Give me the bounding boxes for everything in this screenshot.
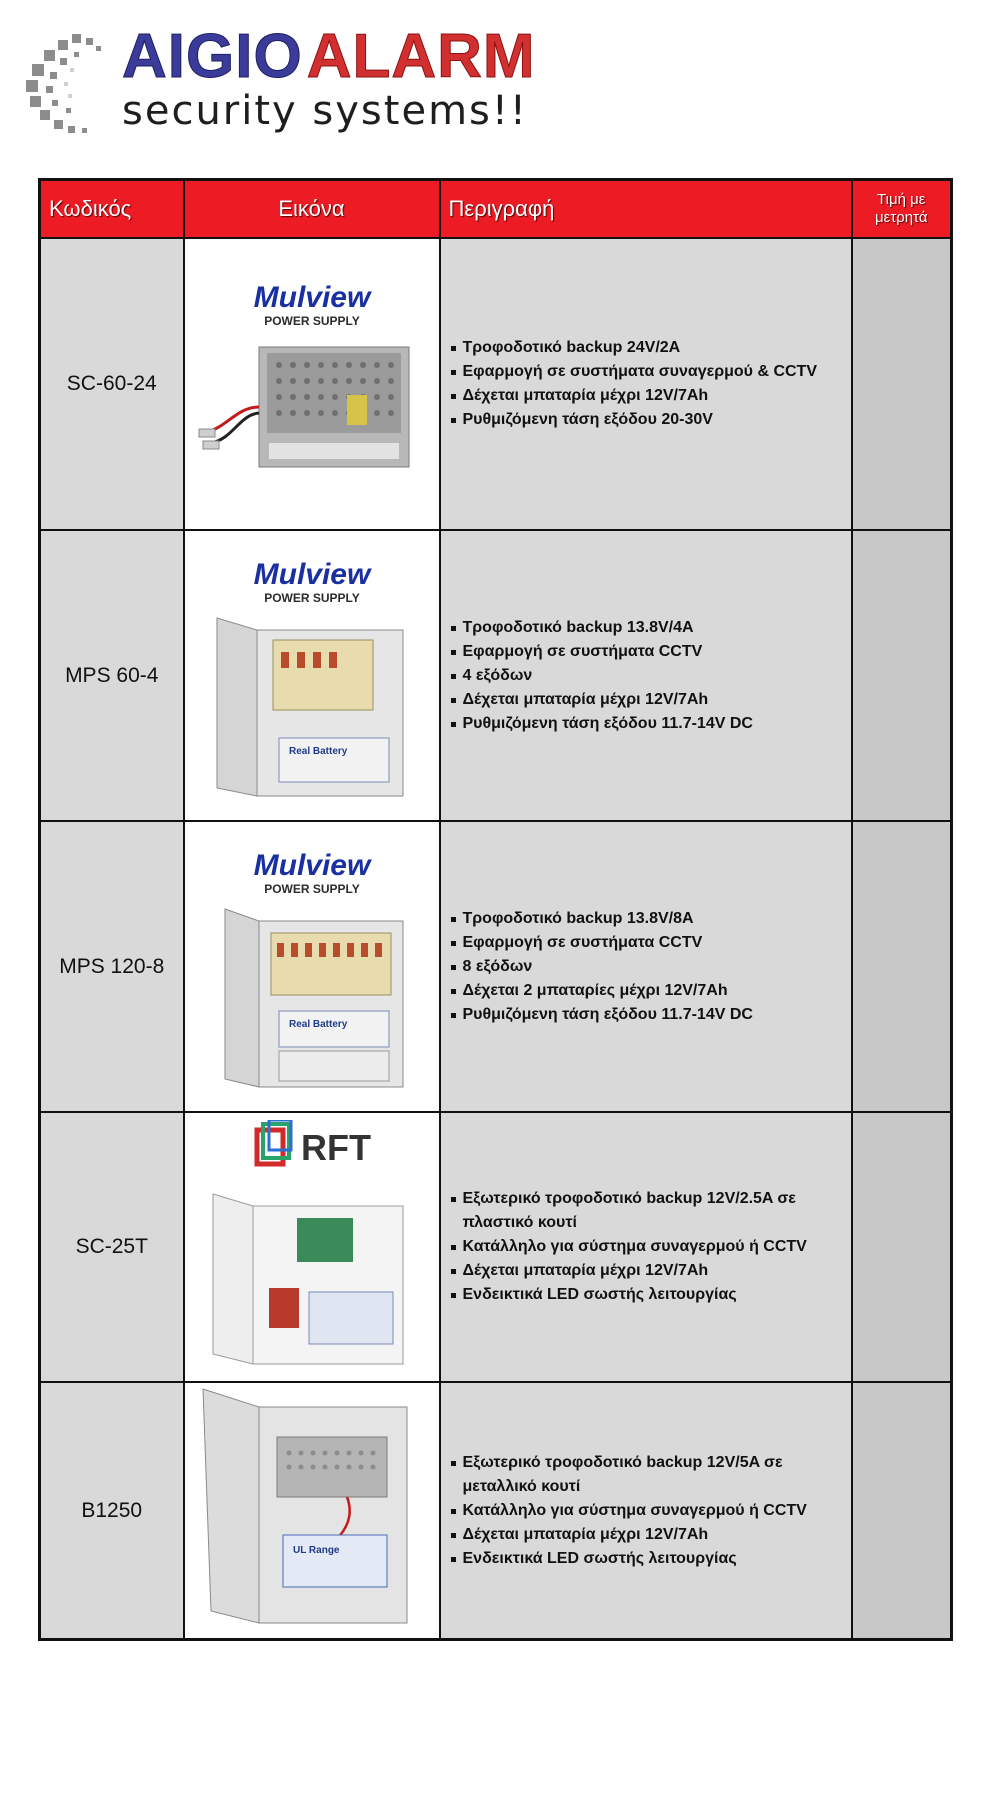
product-description [440,821,852,1112]
product-code: B1250 [40,1382,184,1640]
description-item: Ρυθμιζόμενη τάση εξόδου 11.7-14V DC [451,1003,851,1027]
product-image-cell [184,1112,440,1382]
description-item: 4 εξόδων [451,664,851,688]
product-description [440,238,852,530]
description-item: Εξωτερικό τροφοδοτικό backup 12V/5A σε μεταλλικό κουτί [451,1451,851,1499]
description-item: Δέχεται μπαταρία μέχρι 12V/7Ah [451,1523,851,1547]
product-code: SC-60-24 [40,238,184,530]
metal-enclosure-image [197,1383,427,1633]
plastic-enclosure-image [197,1120,427,1370]
image-brand-sub: POWER SUPPLY [263,882,360,896]
product-image-cell [184,1382,440,1640]
description-item: Δέχεται μπαταρία μέχρι 12V/7Ah [451,384,851,408]
column-header-image: Εικόνα [184,180,440,239]
brand-name-part1: AIGIO [122,22,303,91]
description-item: Εφαρμογή σε συστήματα CCTV [451,640,851,664]
brand-name-part2: ALARM [306,22,536,91]
product-price-table [38,178,953,1641]
description-item: Τροφοδοτικό backup 13.8V/8A [451,907,851,931]
description-item: Ρυθμιζόμενη τάση εξόδου 20-30V [451,408,851,432]
table-header-row [40,180,952,239]
image-brand-text: Mulview [253,849,370,882]
power-supply-image [197,257,427,507]
product-price [852,1112,952,1382]
column-header-price [852,180,952,239]
table-row [40,1112,952,1382]
company-logo [22,18,582,138]
description-item: Δέχεται μπαταρία μέχρι 12V/7Ah [451,688,851,712]
product-description [440,1382,852,1640]
product-price [852,530,952,821]
image-brand-sub: POWER SUPPLY [263,591,360,605]
description-item: 8 εξόδων [451,955,851,979]
product-description [440,530,852,821]
description-item: Δέχεται 2 μπαταρίες μέχρι 12V/7Ah [451,979,851,1003]
product-image-cell [184,821,440,1112]
dots-swirl-icon [22,28,114,138]
column-header-code: Κωδικός [40,180,184,239]
rft-logo-icon [257,1120,291,1164]
table-row [40,1382,952,1640]
description-item: Δέχεται μπαταρία μέχρι 12V/7Ah [451,1259,851,1283]
product-code: SC-25T [40,1112,184,1382]
image-brand-sub: POWER SUPPLY [263,313,360,328]
power-supply-cabinet-image [197,548,427,798]
battery-label: UL Range [292,1545,339,1556]
description-item: Εφαρμογή σε συστήματα συναγερμού & CCTV [451,360,851,384]
brand-tagline: security systems!! [122,88,528,134]
description-item: Εξωτερικό τροφοδοτικό backup 12V/2.5A σε πλαστικό κουτί [451,1187,851,1235]
column-header-description: Περιγραφή [440,180,852,239]
description-item: Κατάλληλο για σύστημα συναγερμού ή CCTV [451,1499,851,1523]
product-description [440,1112,852,1382]
product-code: MPS 120-8 [40,821,184,1112]
description-item: Ρυθμιζόμενη τάση εξόδου 11.7-14V DC [451,712,851,736]
description-item: Κατάλληλο για σύστημα συναγερμού ή CCTV [451,1235,851,1259]
description-item: Τροφοδοτικό backup 24V/2A [451,336,851,360]
battery-label: Real Battery [288,746,347,757]
battery-label: Real Battery [288,1019,347,1030]
image-brand-text: Mulview [253,558,370,591]
table-row [40,530,952,821]
product-code: MPS 60-4 [40,530,184,821]
product-price [852,238,952,530]
image-brand-text: Mulview [253,280,370,314]
description-item: Τροφοδοτικό backup 13.8V/4A [451,616,851,640]
product-price [852,821,952,1112]
image-brand-text: RFT [300,1126,371,1168]
price-header-line2: μετρητά [874,209,928,226]
product-image-cell [184,238,440,530]
description-item: Ενδεικτικά LED σωστής λειτουργίας [451,1283,851,1307]
brand-name [122,22,536,91]
table-row [40,821,952,1112]
description-item: Εφαρμογή σε συστήματα CCTV [451,931,851,955]
table-row [40,238,952,530]
product-price [852,1382,952,1640]
power-supply-cabinet-image [197,839,427,1089]
description-item: Ενδεικτικά LED σωστής λειτουργίας [451,1547,851,1571]
product-image-cell [184,530,440,821]
price-header-line1: Τιμή με [877,191,926,208]
